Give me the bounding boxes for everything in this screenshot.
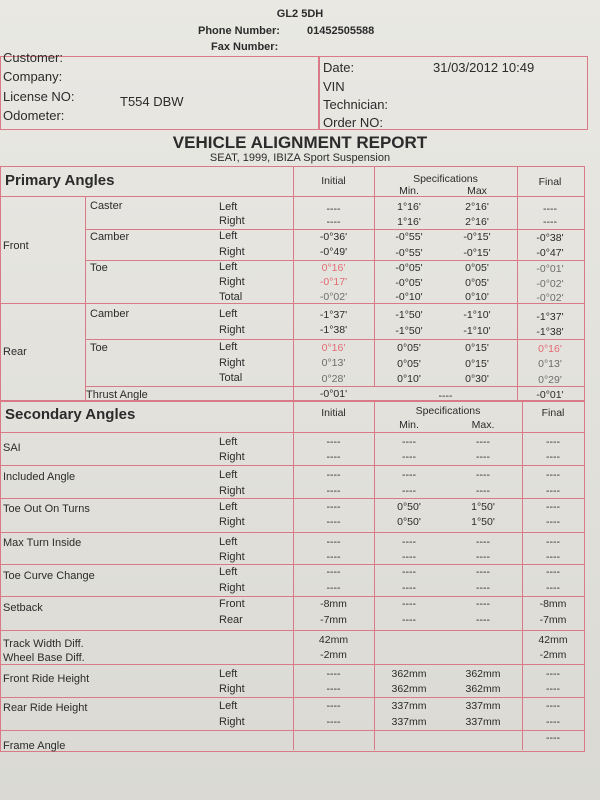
secondary-min-header: Min. [399,419,419,431]
table-cell: ---- [326,516,341,528]
table-cell: -0°05' [395,277,423,289]
table-cell: ---- [546,536,560,548]
toe-label: Toe [90,262,108,274]
front-ride-label: Front Ride Height [3,673,90,685]
date-label: Date: [323,60,355,75]
table-cell: 0°16' [538,343,562,355]
table-cell: ---- [546,551,560,563]
max-turn-label: Max Turn Inside [3,537,82,549]
side-label: Right [219,683,245,695]
table-cell: -0°15' [463,247,491,259]
table-cell: -7mm [320,614,347,626]
table-cell: ---- [402,536,416,548]
table-cell: 2°16' [465,201,489,213]
table-cell: 0°05' [397,358,421,370]
table-cell: ---- [546,732,560,744]
table-cell: -1°10' [463,309,491,321]
side-label: Right [219,516,245,528]
company-label: Company: [3,69,63,84]
table-cell: 0°10' [465,291,489,303]
primary-min-header: Min. [399,185,419,197]
toe-curve-label: Toe Curve Change [3,570,95,582]
date-value: 31/03/2012 10:49 [433,60,535,75]
fax-label: Fax Number: [211,41,279,53]
table-cell: -1°38' [536,326,564,338]
table-cell: -7mm [539,614,567,626]
side-label: Right [219,451,245,463]
table-cell: ---- [326,451,341,463]
table-cell: ---- [326,700,341,712]
table-cell: 362mm [465,683,501,695]
table-cell: 2°16' [465,216,489,228]
table-cell: -0°05' [395,262,423,274]
rear-toe-label: Toe [90,342,108,354]
primary-heading: Primary Angles [5,172,115,189]
table-cell: ---- [476,598,490,610]
side-label: Right [219,276,245,288]
table-cell: 0°15' [465,342,489,354]
side-label: Right [219,582,245,594]
report-subtitle: SEAT, 1999, IBIZA Sport Suspension [209,152,391,164]
table-cell: ---- [546,716,560,728]
table-cell: -0°49' [319,246,348,258]
table-cell: ---- [402,436,416,448]
table-cell: 0°10' [397,373,421,385]
table-cell: ---- [546,516,560,528]
table-cell: ---- [476,582,490,594]
table-cell: 337mm [391,700,427,712]
table-cell: 0°50' [397,501,421,513]
table-cell: 0°05' [397,342,421,354]
rear-group-label: Rear [3,346,27,358]
side-label: Right [219,551,245,563]
license-label: License NO: [3,89,75,104]
table-cell: 0°05' [465,262,489,274]
header-postcode: GL2 5DH [276,8,324,20]
table-cell: ---- [402,598,416,610]
table-cell: 362mm [391,668,427,680]
table-cell: ---- [546,668,560,680]
table-cell: ---- [326,469,341,481]
table-cell: 0°16' [321,262,346,274]
table-cell: ---- [546,451,560,463]
table-cell: ---- [326,216,341,228]
side-label: Left [219,436,238,448]
table-cell: 0°16' [321,342,346,354]
table-cell: ---- [326,668,341,680]
table-cell: ---- [326,582,341,594]
side-label: Left [219,201,238,213]
table-cell: ---- [438,390,453,402]
track-width-label: Track Width Diff. [3,638,84,650]
table-cell: ---- [476,566,490,578]
phone-value: 01452505588 [307,25,375,37]
table-cell: -0°02' [319,291,348,303]
table-cell: 0°28' [321,373,346,385]
table-cell: 337mm [391,716,427,728]
odometer-label: Odometer: [3,108,65,123]
table-cell: -0°01' [536,389,564,401]
table-cell: 0°13' [538,358,562,370]
table-cell: 1°16' [397,216,421,228]
side-label: Rear [219,614,243,626]
vin-label: VIN [323,79,345,94]
side-label: Left [219,566,238,578]
table-cell: 362mm [391,683,427,695]
setback-label: Setback [3,602,43,614]
table-cell: ---- [326,203,341,215]
secondary-initial-header: Initial [321,407,346,419]
primary-spec-header: Specifications [413,173,478,185]
secondary-final-header: Final [541,407,565,419]
table-cell: ---- [546,683,560,695]
table-cell: 0°50' [397,516,421,528]
table-cell: ---- [546,469,560,481]
table-cell: -0°10' [395,291,423,303]
table-cell: 1°50' [471,516,495,528]
side-label: Left [219,536,238,548]
table-cell: ---- [546,700,560,712]
rear-ride-label: Rear Ride Height [3,702,88,714]
secondary-heading: Secondary Angles [5,406,136,423]
table-cell: ---- [476,551,490,563]
table-cell: -2mm [539,649,567,661]
side-label: Right [219,246,245,258]
side-label: Right [219,357,245,369]
table-cell: ---- [402,551,416,563]
table-cell: ---- [326,436,341,448]
camber-label: Camber [90,231,130,243]
side-label: Left [219,469,238,481]
table-cell: ---- [543,203,557,215]
side-label: Front [219,598,245,610]
side-label: Left [219,668,238,680]
table-cell: 0°30' [465,373,489,385]
table-cell: ---- [326,485,341,497]
sai-label: SAI [3,442,21,454]
table-cell: -0°36' [319,231,348,243]
license-value: T554 DBW [120,94,184,109]
table-cell: 337mm [465,716,501,728]
table-cell: -0°17' [319,276,348,288]
table-cell: ---- [546,582,560,594]
table-cell: ---- [476,485,490,497]
side-label: Left [219,501,238,513]
table-cell: ---- [402,566,416,578]
side-label: Total [219,372,243,384]
technician-label: Technician: [323,97,389,112]
report-title: VEHICLE ALIGNMENT REPORT [172,133,428,152]
table-cell: -8mm [320,598,347,610]
side-label: Left [219,230,238,242]
side-label: Right [219,485,245,497]
table-cell: ---- [476,536,490,548]
table-cell: ---- [402,485,416,497]
table-cell: 42mm [318,634,349,646]
thrust-angle-label: Thrust Angle [86,389,148,401]
rear-camber-label: Camber [90,308,130,320]
wheelbase-label: Wheel Base Diff. [3,652,85,664]
table-cell: 42mm [538,634,568,646]
table-cell: 1°50' [471,501,495,513]
table-cell: ---- [476,436,490,448]
side-label: Left [219,341,238,353]
secondary-max-header: Max. [471,419,495,431]
caster-label: Caster [90,200,123,212]
table-cell: -1°50' [395,325,423,337]
primary-max-header: Max [467,185,487,197]
order-label: Order NO: [323,115,383,130]
table-cell: -1°10' [463,325,491,337]
table-cell: -2mm [320,649,347,661]
table-cell: ---- [402,614,416,626]
side-label: Left [219,261,238,273]
toe-out-label: Toe Out On Turns [3,503,90,515]
table-cell: ---- [476,469,490,481]
table-cell: -0°38' [536,232,564,244]
table-cell: ---- [543,216,557,228]
primary-final-header: Final [538,176,562,188]
table-cell: -1°37' [536,311,564,323]
side-label: Left [219,700,238,712]
side-label: Right [219,716,245,728]
table-cell: ---- [326,683,341,695]
primary-initial-header: Initial [321,175,346,187]
customer-label: Customer: [3,50,63,65]
table-cell: ---- [476,451,490,463]
table-cell: ---- [402,582,416,594]
table-cell: 0°15' [465,358,489,370]
secondary-spec-header: Specifications [415,405,481,417]
side-label: Right [219,324,245,336]
table-cell: -1°37' [319,309,348,321]
front-group-label: Front [3,240,29,252]
table-cell: ---- [326,501,341,513]
table-cell: -0°02' [536,278,564,290]
table-cell: ---- [546,501,560,513]
included-angle-label: Included Angle [3,471,76,483]
table-cell: -0°01' [319,388,348,400]
table-cell: 337mm [465,700,501,712]
table-cell: 0°29' [538,374,562,386]
table-cell: -0°47' [536,247,564,259]
table-cell: -0°01' [536,263,564,275]
table-cell: ---- [326,536,341,548]
table-cell: ---- [326,566,341,578]
table-cell: ---- [402,469,416,481]
side-label: Right [219,215,245,227]
table-cell: -1°50' [395,309,423,321]
table-cell: 0°13' [321,357,346,369]
table-cell: ---- [326,716,341,728]
phone-label: Phone Number: [198,25,280,37]
frame-angle-label: Frame Angle [3,740,66,752]
table-cell: ---- [326,551,341,563]
side-label: Total [219,291,243,303]
table-cell: 362mm [465,668,501,680]
table-cell: ---- [546,566,560,578]
table-cell: ---- [546,485,560,497]
table-cell: 1°16' [397,201,421,213]
table-cell: -0°02' [536,292,564,304]
side-label: Left [219,308,238,320]
table-cell: -0°15' [463,231,491,243]
table-cell: -1°38' [319,324,348,336]
table-cell: -8mm [539,598,567,610]
table-cell: ---- [546,436,560,448]
table-cell: ---- [402,451,416,463]
table-cell: -0°55' [395,231,423,243]
table-cell: -0°55' [395,247,423,259]
table-cell: ---- [476,614,490,626]
table-cell: 0°05' [465,277,489,289]
